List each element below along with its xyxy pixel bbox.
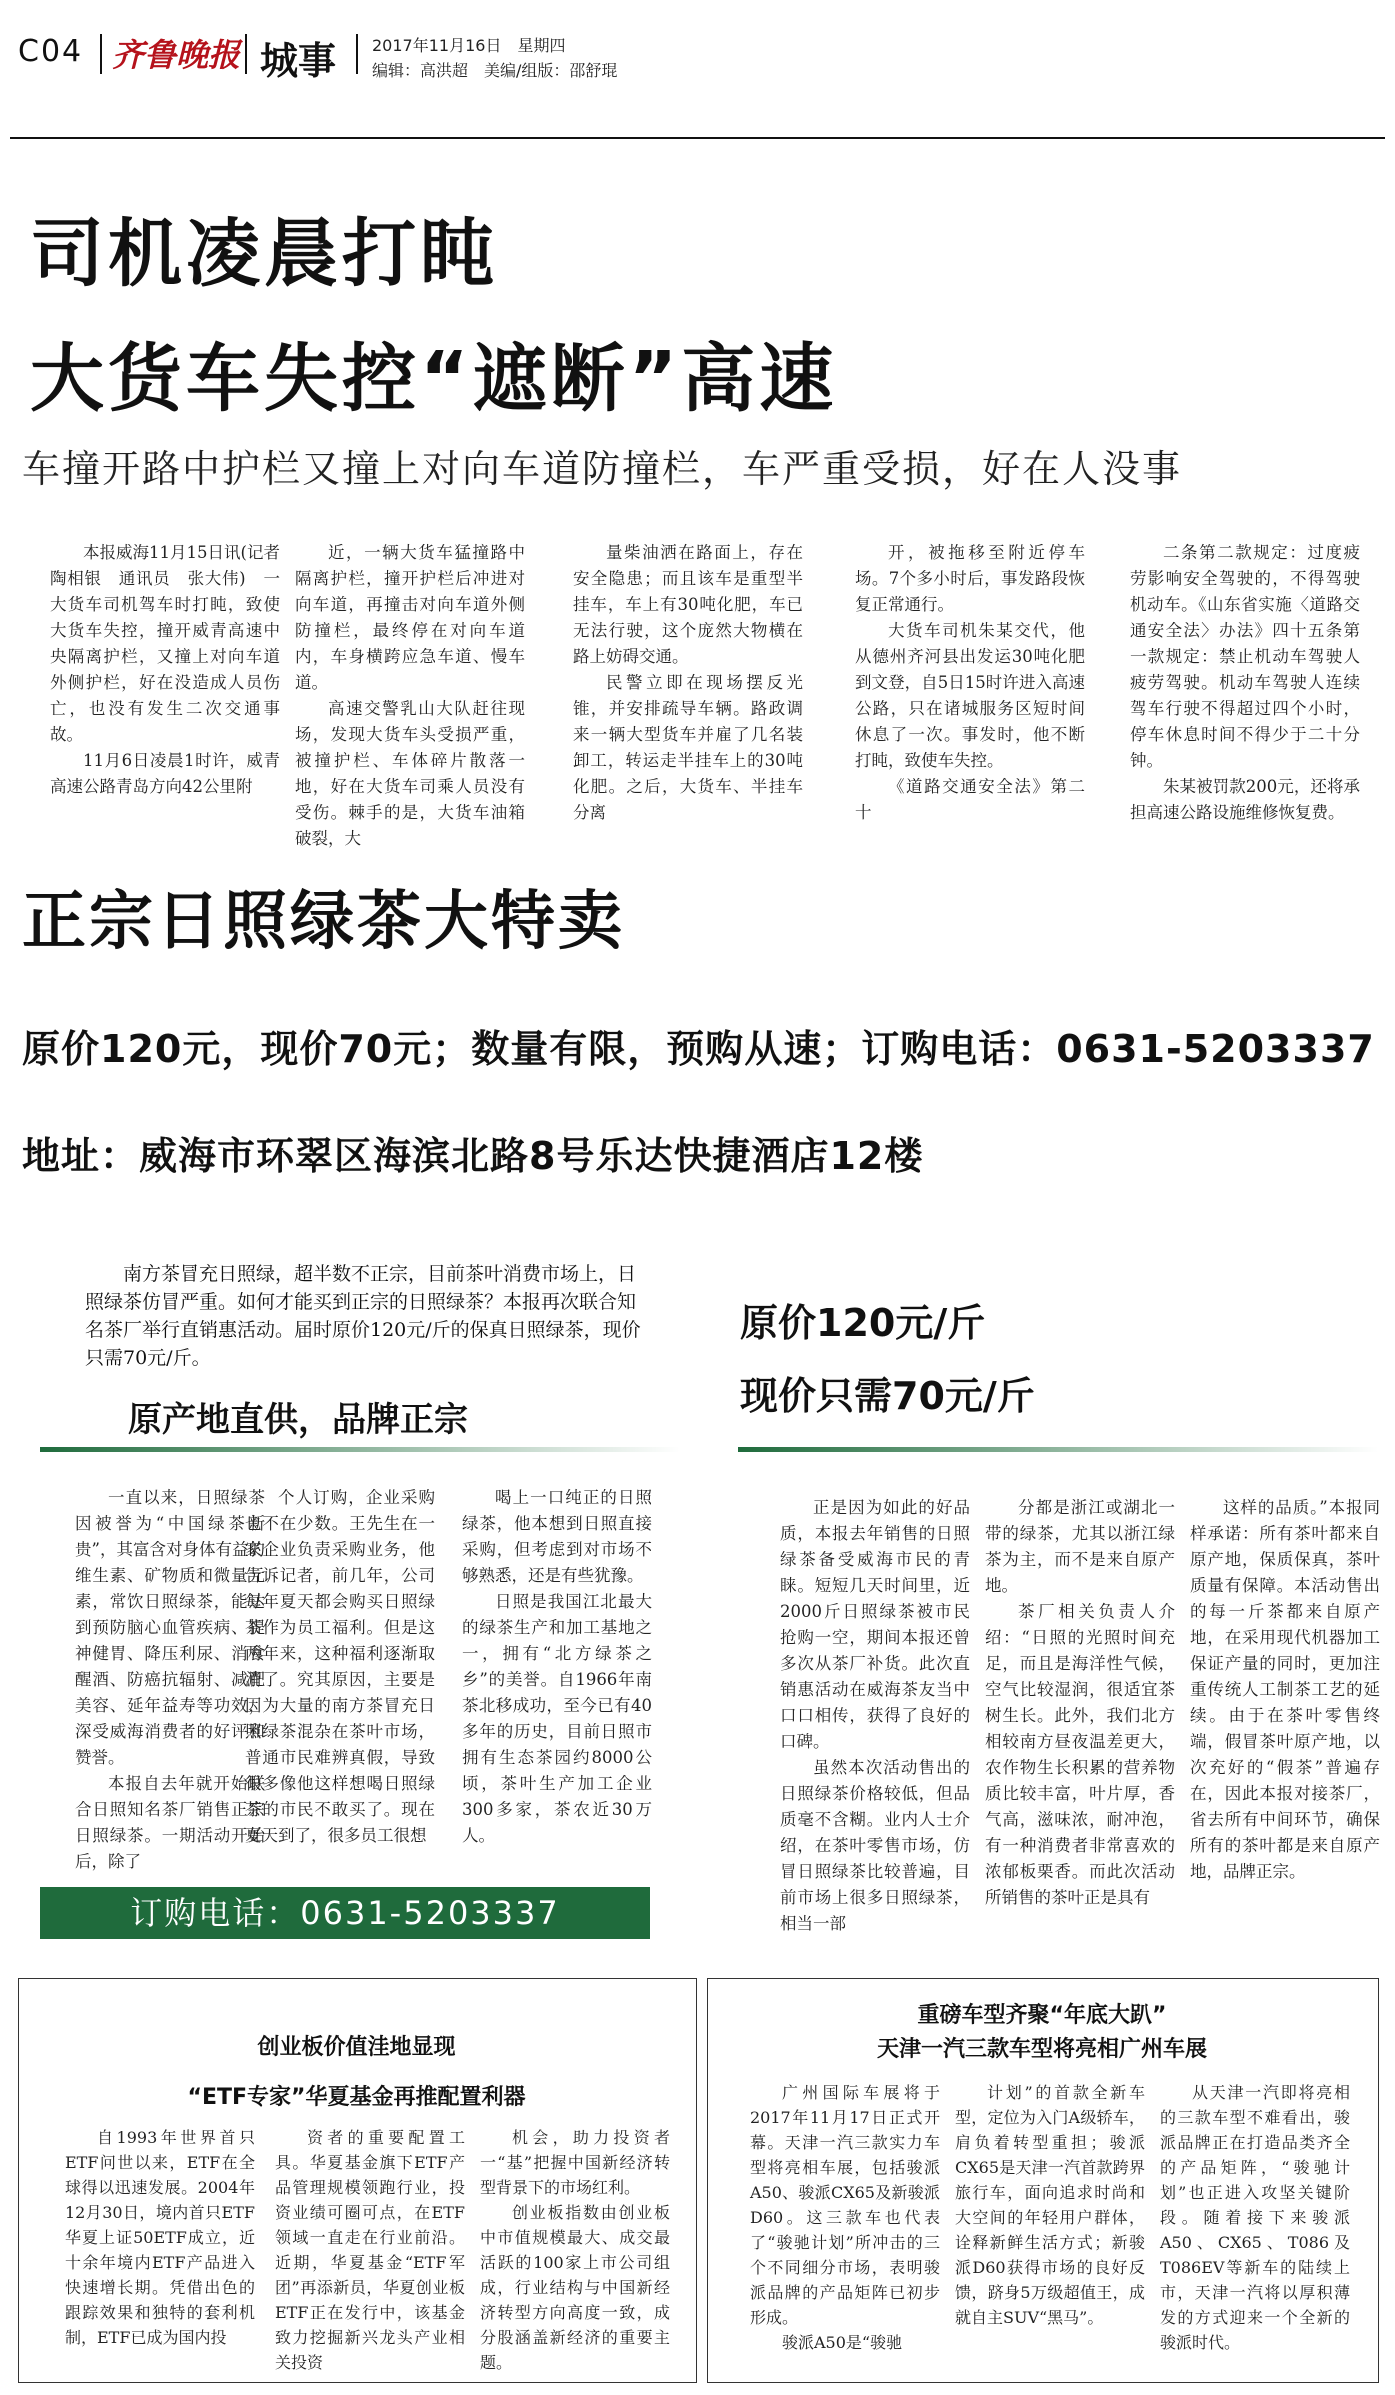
paragraph: 量柴油洒在路面上，存在安全隐患；而且该车是重型半挂车，车上有30吨化肥，车已无法行驶，这个庞然大物横在路上妨碍交通。 <box>573 543 803 666</box>
paragraph: 广州国际车展将于2017年11月17日正式开幕。天津一汽三款实力车型将亮相车展，包括骏派A50、骏派CX65及新骏派D60。这三款车也代表了“骏驰计划”所冲击的三个不同细分市场，表明骏派品牌的产品矩阵已初步形成。 <box>750 2083 940 2327</box>
text-column <box>50 540 297 796</box>
text-column <box>295 540 525 848</box>
ad-title: 正宗日照绿茶大特卖 <box>22 885 625 959</box>
text-column <box>245 1485 435 1880</box>
ad-right-rule <box>738 1447 1378 1452</box>
paragraph: 从天津一汽即将亮相的三款车型不难看出，骏派品牌正在打造品类齐全的产品矩阵，“骏驰计划”也正进入攻坚关键阶段。随着接下来骏派A50、CX65、T086及T086EV等新车的陆续上市，天津一汽将以厚积薄发的方式迎来一个全新的骏派时代。 <box>1160 2083 1350 2352</box>
ad-left-rule <box>40 1447 680 1452</box>
paragraph: 个人订购，企业采购也不在少数。王先生在一家企业负责采购业务，他告诉记者，前几年，公司每年夏天都会购买日照绿茶作为员工福利。但是这两年来，这种福利逐渐取消了。究其原因，主要是因为大量的南方茶冒充日照绿茶混杂在茶叶市场，普通市民难辨真假，导致很多像他这样想喝日照绿茶的市民不敢买了。现在夏天到了，很多员工很想 <box>245 1488 435 1845</box>
paragraph: 二条第二款规定：过度疲劳影响安全驾驶的，不得驾驶机动车。《山东省实施〈道路交通安全法〉办法》四十五条第一款规定：禁止机动车驾驶人疲劳驾驶。机动车驾驶人连续驾车行驶不得超过四个小时，停车休息时间不得少于二十分钟。 <box>1130 543 1360 770</box>
text-column <box>985 1495 1175 1925</box>
ad-phone-bar: 订购电话：0631-5203337 <box>40 1887 650 1939</box>
text-column <box>955 2080 1145 2370</box>
header-divider <box>356 34 358 74</box>
issue-date: 2017年11月16日 星期四 <box>372 36 566 55</box>
text-column <box>275 2125 465 2370</box>
ad-price-line: 原价120元，现价70元；数量有限，预购从速；订购电话：0631-5203337 <box>22 1027 1375 1071</box>
text-column <box>75 1485 265 1880</box>
paragraph: 近，一辆大货车猛撞路中隔离护栏，撞开护栏后冲进对向车道，再撞击对向车道外侧防撞栏，最终停在对向车道内，车身横跨应急车道、慢车道。 <box>295 543 525 692</box>
paragraph: 朱某被罚款200元，还将承担高速公路设施维修恢复费。 <box>1130 777 1360 822</box>
auto-title-line1: 重磅车型齐聚“年底大趴” <box>917 2003 1167 2028</box>
paragraph: 骏派A50是“骏驰 <box>782 2333 903 2352</box>
text-column <box>480 2125 670 2370</box>
ad-original-price: 原价120元/斤 <box>740 1301 986 1345</box>
paragraph: 本报威海11月15日讯(记者 陶相银 通讯员 张大伟) 一大货车司机驾车时打盹，致使大货车失控，撞开威青高速中央隔离护栏，又撞上对向车道外侧护栏，好在没造成人员伤亡，也没有发生二次交通事故。 <box>50 543 297 744</box>
text-column <box>462 1485 652 1880</box>
ad-address-line: 地址：威海市环翠区海滨北路8号乐达快捷酒店12楼 <box>22 1134 924 1178</box>
ad-intro: 南方茶冒充日照绿，超半数不正宗，目前茶叶消费市场上，日照绿茶仿冒严重。如何才能买到正宗的日照绿茶？本报再次联合知名茶厂举行直销惠活动。届时原价120元/斤的保真日照绿茶，现价只需70元/斤。 <box>85 1263 641 1369</box>
editor-credits: 编辑：高洪超 美编/组版：邵舒琨 <box>372 61 618 80</box>
text-column <box>573 540 803 822</box>
paragraph: 高速交警乳山大队赶往现场，发现大货车头受损严重，被撞护栏、车体碎片散落一地，好在大货车司乘人员没有受伤。棘手的是，大货车油箱破裂，大 <box>295 699 525 848</box>
paragraph: 开，被拖移至附近停车场。7个多小时后，事发路段恢复正常通行。 <box>855 543 1085 614</box>
paragraph: 大货车司机朱某交代，他从德州齐河县出发运30吨化肥到文登，自5日15时许进入高速公路，只在诸城服务区短时间休息了一次。事发时，他不断打盹，致使车失控。 <box>855 621 1085 770</box>
ad-sale-price: 现价只需70元/斤 <box>740 1374 1035 1418</box>
header-divider <box>245 34 247 74</box>
paragraph: 自1993年世界首只ETF问世以来，ETF在全球得以迅速发展。2004年12月30日，境内首只ETF华夏上证50ETF成立，近十余年境内ETF产品进入快速增长期。凭借出色的跟踪效果和独特的套利机制，ETF已成为国内投 <box>65 2128 255 2347</box>
paragraph: 虽然本次活动售出的日照绿茶价格较低，但品质毫不含糊。业内人士介绍，在茶叶零售市场，仿冒日照绿茶比较普遍，目前市场上很多日照绿茶，相当一部 <box>780 1758 970 1933</box>
paragraph: 日照是我国江北最大的绿茶生产和加工基地之一，拥有“北方绿茶之乡”的美誉。自1966年南茶北移成功，至今已有40多年的历史，目前日照市拥有生态茶园约8000公顷，茶叶生产加工企业300多家，茶农近30万人。 <box>462 1592 652 1845</box>
paragraph: 机会，助力投资者一“基”把握中国新经济转型背景下的市场红利。 <box>480 2128 670 2197</box>
page-number: C04 <box>18 34 84 69</box>
paragraph: 11月6日凌晨1时许，威青高速公路青岛方向42公里附 <box>50 751 280 796</box>
section-title: 城事 <box>260 39 337 83</box>
finance-title-line1: 创业板价值洼地显现 <box>257 2035 456 2060</box>
paper-logo: 齐鲁晚报 <box>112 36 241 74</box>
headline-line2: 大货车失控“遮断”高速 <box>30 336 838 422</box>
ad-subhead: 原产地直供，品牌正宗 <box>128 1400 468 1440</box>
headline-line1: 司机凌晨打盹 <box>30 211 498 297</box>
paragraph: 本报自去年就开始联合日照知名茶厂销售正宗日照绿茶。一期活动开始后，除了 <box>75 1774 265 1871</box>
finance-title-line2: “ETF专家”华夏基金再推配置利器 <box>187 2085 526 2110</box>
text-column <box>65 2125 255 2370</box>
text-column <box>780 1495 970 1933</box>
header-divider <box>100 34 102 74</box>
paragraph: 计划”的首款全新车型，定位为入门A级轿车，肩负着转型重担；骏派CX65是天津一汽首款跨界旅行车，面向追求时尚和大空间的年轻用户群体，诠释新鲜生活方式；新骏派D60获得市场的良好反馈，跻身5万级超值王，成就自主SUV“黑马”。 <box>955 2083 1145 2327</box>
paragraph: 创业板指数由创业板中市值规模最大、成交最活跃的100家上市公司组成，行业结构与中国新经济转型方向高度一致，成分股涵盖新经济的重要主题。 <box>480 2203 670 2372</box>
paragraph: 一直以来，日照绿茶因被誉为“中国绿茶新贵”，其富含对身体有益的维生素、矿物质和微量元素，常饮日照绿茶，能达到预防脑心血管疾病、提神健胃、降压利尿、消食醒酒、防癌抗辐射、减肥美容、延年益寿等功效，深受威海消费者的好评和赞誉。 <box>75 1488 265 1767</box>
text-column <box>1130 540 1360 822</box>
paragraph: 资者的重要配置工具。华夏基金旗下ETF产品管理规模领跑行业，投资业绩可圈可点，在ETF领域一直走在行业前沿。近期，华夏基金“ETF军团”再添新员，华夏创业板ETF正在发行中，该基金致力挖掘新兴龙头产业相关投资 <box>275 2128 465 2372</box>
paragraph: 茶厂相关负责人介绍：“日照的光照时间充足，而且是海洋性气候，空气比较湿润，很适宜茶树生长。此外，我们北方相较南方昼夜温差更大，农作物生长积累的营养物质比较丰富，叶片厚，香气高，滋味浓，耐冲泡，有一种消费者非常喜欢的浓郁板栗香。而此次活动所销售的茶叶正是具有 <box>985 1602 1175 1907</box>
headline-subtitle: 车撞开路中护栏又撞上对向车道防撞栏，车严重受损，好在人没事 <box>22 447 1183 491</box>
paragraph: 《道路交通安全法》第二十 <box>855 777 1085 822</box>
paragraph: 民警立即在现场摆反光锥，并安排疏导车辆。路政调来一辆大型货车并雇了几名装卸工，转运走半挂车上的30吨化肥。之后，大货车、半挂车分离 <box>573 673 803 822</box>
auto-title-line2: 天津一汽三款车型将亮相广州车展 <box>876 2037 1207 2062</box>
text-column <box>750 2080 940 2370</box>
text-column <box>1160 2080 1350 2370</box>
paragraph: 这样的品质。”本报同样承诺：所有茶叶都来自原产地，保质保真，茶叶质量有保障。本活动售出的每一斤茶都来自原产地，在采用现代机器加工保证产量的同时，更加注重传统人工制茶工艺的延续。由于在茶叶零售终端，假冒茶叶原产地，以次充好的“假茶”普遍存在，因此本报对接茶厂，省去所有中间环节，确保所有的茶叶都是来自原产地，品牌正宗。 <box>1190 1498 1380 1881</box>
text-column <box>1190 1495 1380 1925</box>
text-column <box>855 540 1085 822</box>
paragraph: 正是因为如此的好品质，本报去年销售的日照绿茶备受威海市民的青睐。短短几天时间里，近2000斤日照绿茶被市民抢购一空，期间本报还曾多次从茶厂补货。此次直销惠活动在威海茶友当中口口相传，获得了良好的口碑。 <box>780 1498 970 1751</box>
paragraph: 分都是浙江或湖北一带的绿茶，尤其以浙江绿茶为主，而不是来自原产地。 <box>985 1498 1175 1595</box>
paragraph: 喝上一口纯正的日照绿茶，他本想到日照直接采购，但考虑到对市场不够熟悉，还是有些犹豫。 <box>462 1488 652 1585</box>
header-rule <box>10 137 1385 139</box>
